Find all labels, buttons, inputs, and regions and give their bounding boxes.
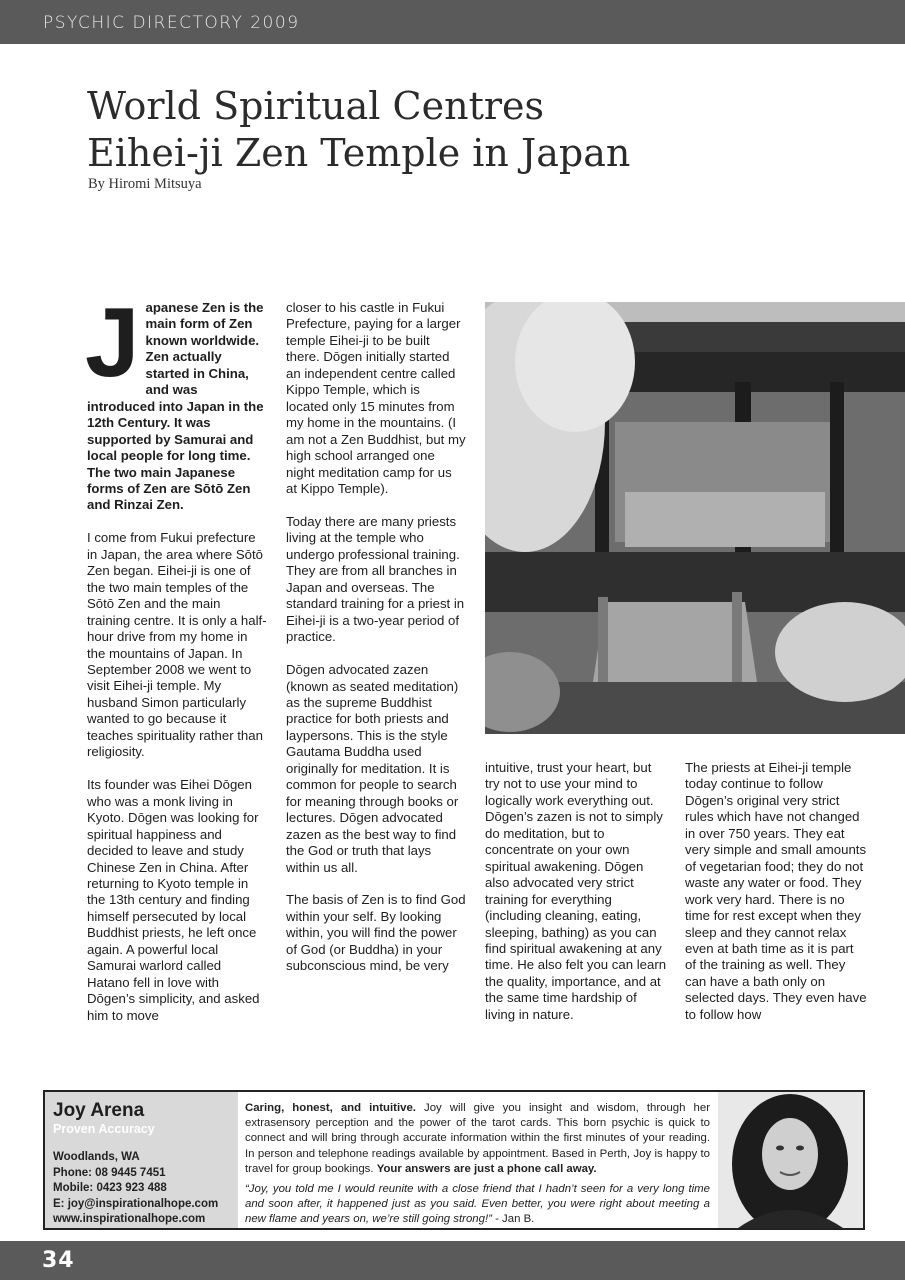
paragraph: intuitive, trust your heart, but try not to use your mind to logically work everything out. Dōgen’s zazen is not to simply do meditation, but to concentrate on your own spiritual awakening. Dōgen also advocated very strict training for everything (including cleaning, eating, sleeping, bathing) as you can find spiritual awakening at any time. He also felt you can learn the quality, importance, and at the same time hardship of living in nature.	[485, 760, 667, 1022]
article-column-2	[286, 300, 466, 991]
ad-body	[245, 1101, 710, 1177]
paragraph: Dōgen advocated zazen (known as seated meditation) as the supreme Buddhist practice for both priests and laypersons. This is the style Gautama Buddha used originally for meditation. It is common for people to search for meaning through books or lectures. Dōgen advocated zazen as the best way to find the God or truth that lays within us all.	[286, 662, 459, 875]
ad-quote-author: - Jan B.	[491, 1213, 535, 1226]
ad-tagline: Proven Accuracy	[53, 1122, 155, 1136]
title-line-2: Eihei-ji Zen Temple in Japan	[87, 131, 631, 175]
paragraph: closer to his castle in Fukui Prefecture, paying for a larger temple Eihei-ji to be built there. Dōgen initially started an independent centre called Kippo Temple, which is located only 15 minutes from my home in the mountains. (I am not a Zen Buddhist, but my high school arranged one night meditation camp for us at Kippo Temple).	[286, 300, 466, 496]
paragraph: Its founder was Eihei Dōgen who was a monk living in Kyoto. Dōgen was looking for spiritual happiness and decided to leave and study Chinese Zen in China. After returning to Kyoto temple in the 13th century and finding himself persecuted by local Buddhist priests, he left once again. A powerful local Samurai warlord called Hatano fell in love with Dōgen’s simplicity, and asked him to move	[87, 777, 260, 1023]
article-column-4	[685, 760, 867, 1040]
lead-paragraph	[85, 287, 267, 514]
byline: By Hiromi Mitsuya	[88, 176, 202, 192]
page-number: 34	[42, 1248, 75, 1273]
ad-portrait	[718, 1092, 863, 1228]
ad-lead: Caring, honest, and intuitive.	[245, 1102, 416, 1114]
ad-location: Woodlands, WA	[53, 1151, 140, 1163]
article-column-1	[85, 287, 267, 1041]
ad-cta: Your answers are just a phone call away.	[376, 1162, 597, 1175]
footer-bar	[0, 1241, 905, 1280]
temple-photo-icon	[485, 302, 905, 734]
ad-email: E: joy@inspirationalhope.com	[53, 1197, 219, 1210]
temple-photo	[485, 302, 905, 734]
header-bar	[0, 0, 905, 44]
title-line-1: World Spiritual Centres	[87, 84, 545, 128]
advertisement-box	[43, 1090, 865, 1230]
ad-description	[245, 1101, 710, 1228]
lead-text: apanese Zen is the main form of Zen known worldwide. Zen actually started in China, and was introduced into Japan in the 12th Century. It was supported by Samurai and local people for long time. The two main Japanese forms of Zen are Sōtō Zen and Rinzai Zen.	[87, 300, 264, 513]
ad-body-text: Joy will give you insight and wisdom, through her extrasensory perception and the power of the tarot cards. This born psychic is quick to connect and will bring through accurate information within the first minutes of your reading. In person and telephone readings available by appointment. Based in Perth, Joy is happy to travel for group bookings.	[245, 1102, 710, 1175]
paragraph: The basis of Zen is to find God within your self. By looking within, you will find the power of God (or Buddha) in your subconscious mind, be very	[286, 892, 466, 974]
article-column-3	[485, 760, 667, 1040]
section-label: PSYCHIC DIRECTORY 2009	[43, 13, 300, 33]
portrait-icon	[718, 1092, 863, 1228]
ad-website: www.inspirationalhope.com	[53, 1213, 206, 1225]
ad-phone: Phone: 08 9445 7451	[53, 1166, 166, 1179]
page-title	[87, 83, 630, 177]
ad-contact-details	[53, 1150, 218, 1228]
ad-contact-panel	[45, 1092, 238, 1228]
ad-mobile: Mobile: 0423 923 488	[53, 1182, 167, 1194]
drop-cap: J	[85, 287, 140, 397]
paragraph: The priests at Eihei-ji temple today continue to follow Dōgen’s original very strict rules which have not changed in over 750 years. They eat very simple and small amounts of vegetarian food; they do not waste any water or food. They work very hard. There is no time for rest except when they sleep and they cannot relax even at bath time as it is part of the training as well. They can have a bath only on selected days. They even have to follow how	[685, 760, 867, 1022]
ad-quote-text: “Joy, you told me I would reunite with a close friend that I hadn’t seen for a very long time and soon after, it happened just as you said. Even better, you were right about meeting a new flame and years on, we’re still going strong!”	[245, 1183, 710, 1226]
paragraph: Today there are many priests living at the temple who undergo professional training. They are from all branches in Japan and overseas. The standard training for a priest in Eihei-ji is a two-year period of practice.	[286, 513, 465, 645]
paragraph: I come from Fukui prefecture in Japan, the area where Sōtō Zen began. Eihei-ji is one of the two main temples of the Sōtō Zen and the main training centre. It is only a half-hour drive from my home in the mountains of Japan. In September 2008 we went to visit Eihei-ji temple. My husband Simon particularly wanted to go because it teaches spirituality rather than religiosity.	[87, 530, 267, 760]
ad-name: Joy Arena	[53, 1100, 145, 1121]
ad-testimonial	[245, 1182, 710, 1228]
